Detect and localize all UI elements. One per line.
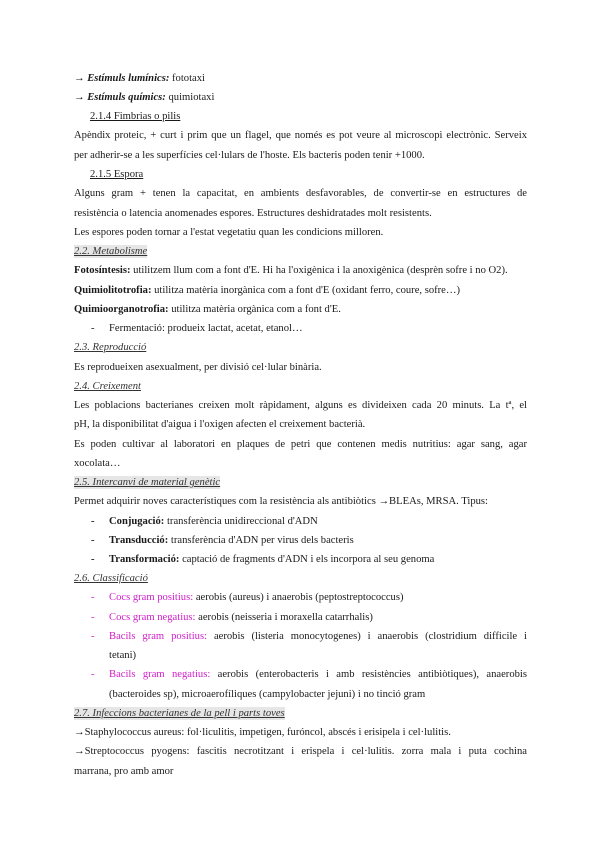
bacils-neg-item-cont: (bacteroides sp), microaerofíliques (campylobacter jejuni) i no tinció gram (109, 689, 426, 700)
repro-line: Es reprodueixen asexualment, per divisió cel·lular binària. (74, 362, 322, 373)
strep-line-2: marrana, pro amb amor (74, 766, 174, 777)
quimlit-text: utilitza matèria inorgànica com a font d'E (oxidant ferro, coure, sofre…) (151, 285, 461, 296)
bullet-dash: - (91, 516, 95, 527)
espora-line-3: Les espores poden tornar a l'estat vegetatiu quan les condicions milloren. (74, 227, 384, 238)
interc-line: Permet adquirir noves característiques com la resistència als antibiòtics →BLEAs, MRSA. Tipus: (74, 496, 488, 507)
transduccio-item (109, 534, 354, 547)
bac-pos-text: aerobis (listeria monocytogenes) i anaerobis (clostridium difficile i (207, 631, 527, 642)
bullet-dash: - (91, 554, 95, 565)
bac-neg-label: Bacils gram negatius: (109, 669, 211, 680)
cocs-neg-label: Cocs gram negatius: (109, 612, 196, 623)
bullet-dash: - (91, 631, 95, 642)
metab-quimlit-line (74, 284, 460, 297)
heading-metabolisme: 2.2. Metabolisme (74, 246, 148, 257)
heading-fimbries: 2.1.4 Fimbrias o pilis (90, 111, 181, 122)
espora-line-2: resistència o latencia anomenades espores. Estructures deshidratades molt resistents. (74, 208, 432, 219)
transf-text: captació de fragments d'ADN i els incorpora al seu genoma (179, 554, 435, 565)
metab-foto-line (74, 264, 508, 277)
cocs-neg-text: aerobis (neisseria i moraxella catarrhalis) (195, 612, 373, 623)
heading-classificacio: 2.6. Classificació (74, 573, 148, 584)
creix-line-3: Es poden cultivar al laboratori en plaques de petri que contenen medis nutritius: agar sang, agar (74, 439, 527, 450)
bullet-dash: - (91, 535, 95, 546)
cocs-pos-item (109, 591, 404, 604)
conj-label: Conjugació: (109, 516, 165, 527)
cocs-pos-text: aerobis (aureus) i anaerobis (peptostreptococcus) (193, 592, 404, 603)
fimbries-line-1: Apèndix proteic, + curt i prim que un flagel, que només es pot veure al microscopi electrònic. Serveix (74, 130, 527, 141)
stimuli-light-text: fototaxi (169, 73, 205, 84)
quimorg-text: utilitza matèria orgànica com a font d'E. (168, 304, 341, 315)
foto-text: utilitzem llum com a font d'E. Hi ha l'oxigènica i la anoxigènica (desprèn sofre i no O2). (130, 265, 508, 276)
creix-line-1: Les poblacions bacterianes creixen molt ràpidament, alguns es divideixen cada 20 minuts. La tª, el (74, 400, 527, 411)
stimuli-chem-text: quimiotaxi (165, 92, 215, 103)
transd-text: transferència d'ADN per virus dels bacteris (168, 535, 354, 546)
espora-line-1: Alguns gram + tenen la capacitat, en ambients desfavorables, de convertir-se en estructures de (74, 188, 527, 199)
heading-intercanvi: 2.5. Intercanvi de material genètic (74, 477, 221, 488)
quimlit-label: Quimiolitotrofia: (74, 285, 152, 296)
bullet-dash: - (91, 592, 95, 603)
creix-line-4: xocolata… (74, 458, 121, 469)
bac-neg-text: aerobis (enterobacteris i amb resistències antibiòtiques), anaerobis (210, 669, 527, 680)
bullet-dash: - (91, 669, 95, 680)
foto-label: Fotosíntesis: (74, 265, 131, 276)
creix-line-2: pH, la disponibilitat d'aigua i l'oxigen afecten el creixement bacterià. (74, 419, 366, 430)
conj-text: transferència unidireccional d'ADN (164, 516, 318, 527)
bacils-pos-item (109, 630, 527, 643)
bullet-dash: - (91, 612, 95, 623)
quimorg-label: Quimioorganotrofia: (74, 304, 169, 315)
staph-line: →Staphylococcus aureus: fol·liculitis, impetigen, furóncol, abscés i erisipela i cel·lulitis. (74, 727, 451, 738)
stimuli-light-line (74, 72, 205, 85)
fimbries-line-2: per adherir-se a les superfícies cel·lulars de l'hoste. Els bacteris poden tenir +1000. (74, 150, 425, 161)
bacils-pos-item-cont: tetani) (109, 650, 137, 661)
heading-espora: 2.1.5 Espora (90, 169, 144, 180)
cocs-pos-label: Cocs gram positius: (109, 592, 194, 603)
bac-pos-label: Bacils gram positius: (109, 631, 208, 642)
heading-creixement: 2.4. Creixement (74, 381, 141, 392)
fermentacio-item: Fermentació: produeix lactat, acetat, etanol… (109, 323, 303, 334)
stimuli-light-label: → Estímuls lumínics: (74, 73, 170, 84)
metab-quimorg-line (74, 303, 341, 316)
stimuli-chem-label: → Estímuls químics: (74, 92, 166, 103)
bullet-dash: - (91, 323, 95, 334)
strep-line-1: →Streptococcus pyogens: fascitis necrotitzant i erispela i cel·lulitis. zorra mala i puta cochina (74, 746, 527, 757)
bacils-neg-item (109, 668, 527, 681)
transf-label: Transformació: (109, 554, 180, 565)
transd-label: Transducció: (109, 535, 169, 546)
heading-reproduccio: 2.3. Reproducció (74, 342, 147, 353)
transformacio-item (109, 553, 434, 566)
heading-infeccions: 2.7. Infeccions bacterianes de la pell i parts toves (74, 708, 285, 719)
conjugacio-item (109, 515, 318, 528)
cocs-neg-item (109, 611, 373, 624)
stimuli-chem-line (74, 91, 214, 104)
